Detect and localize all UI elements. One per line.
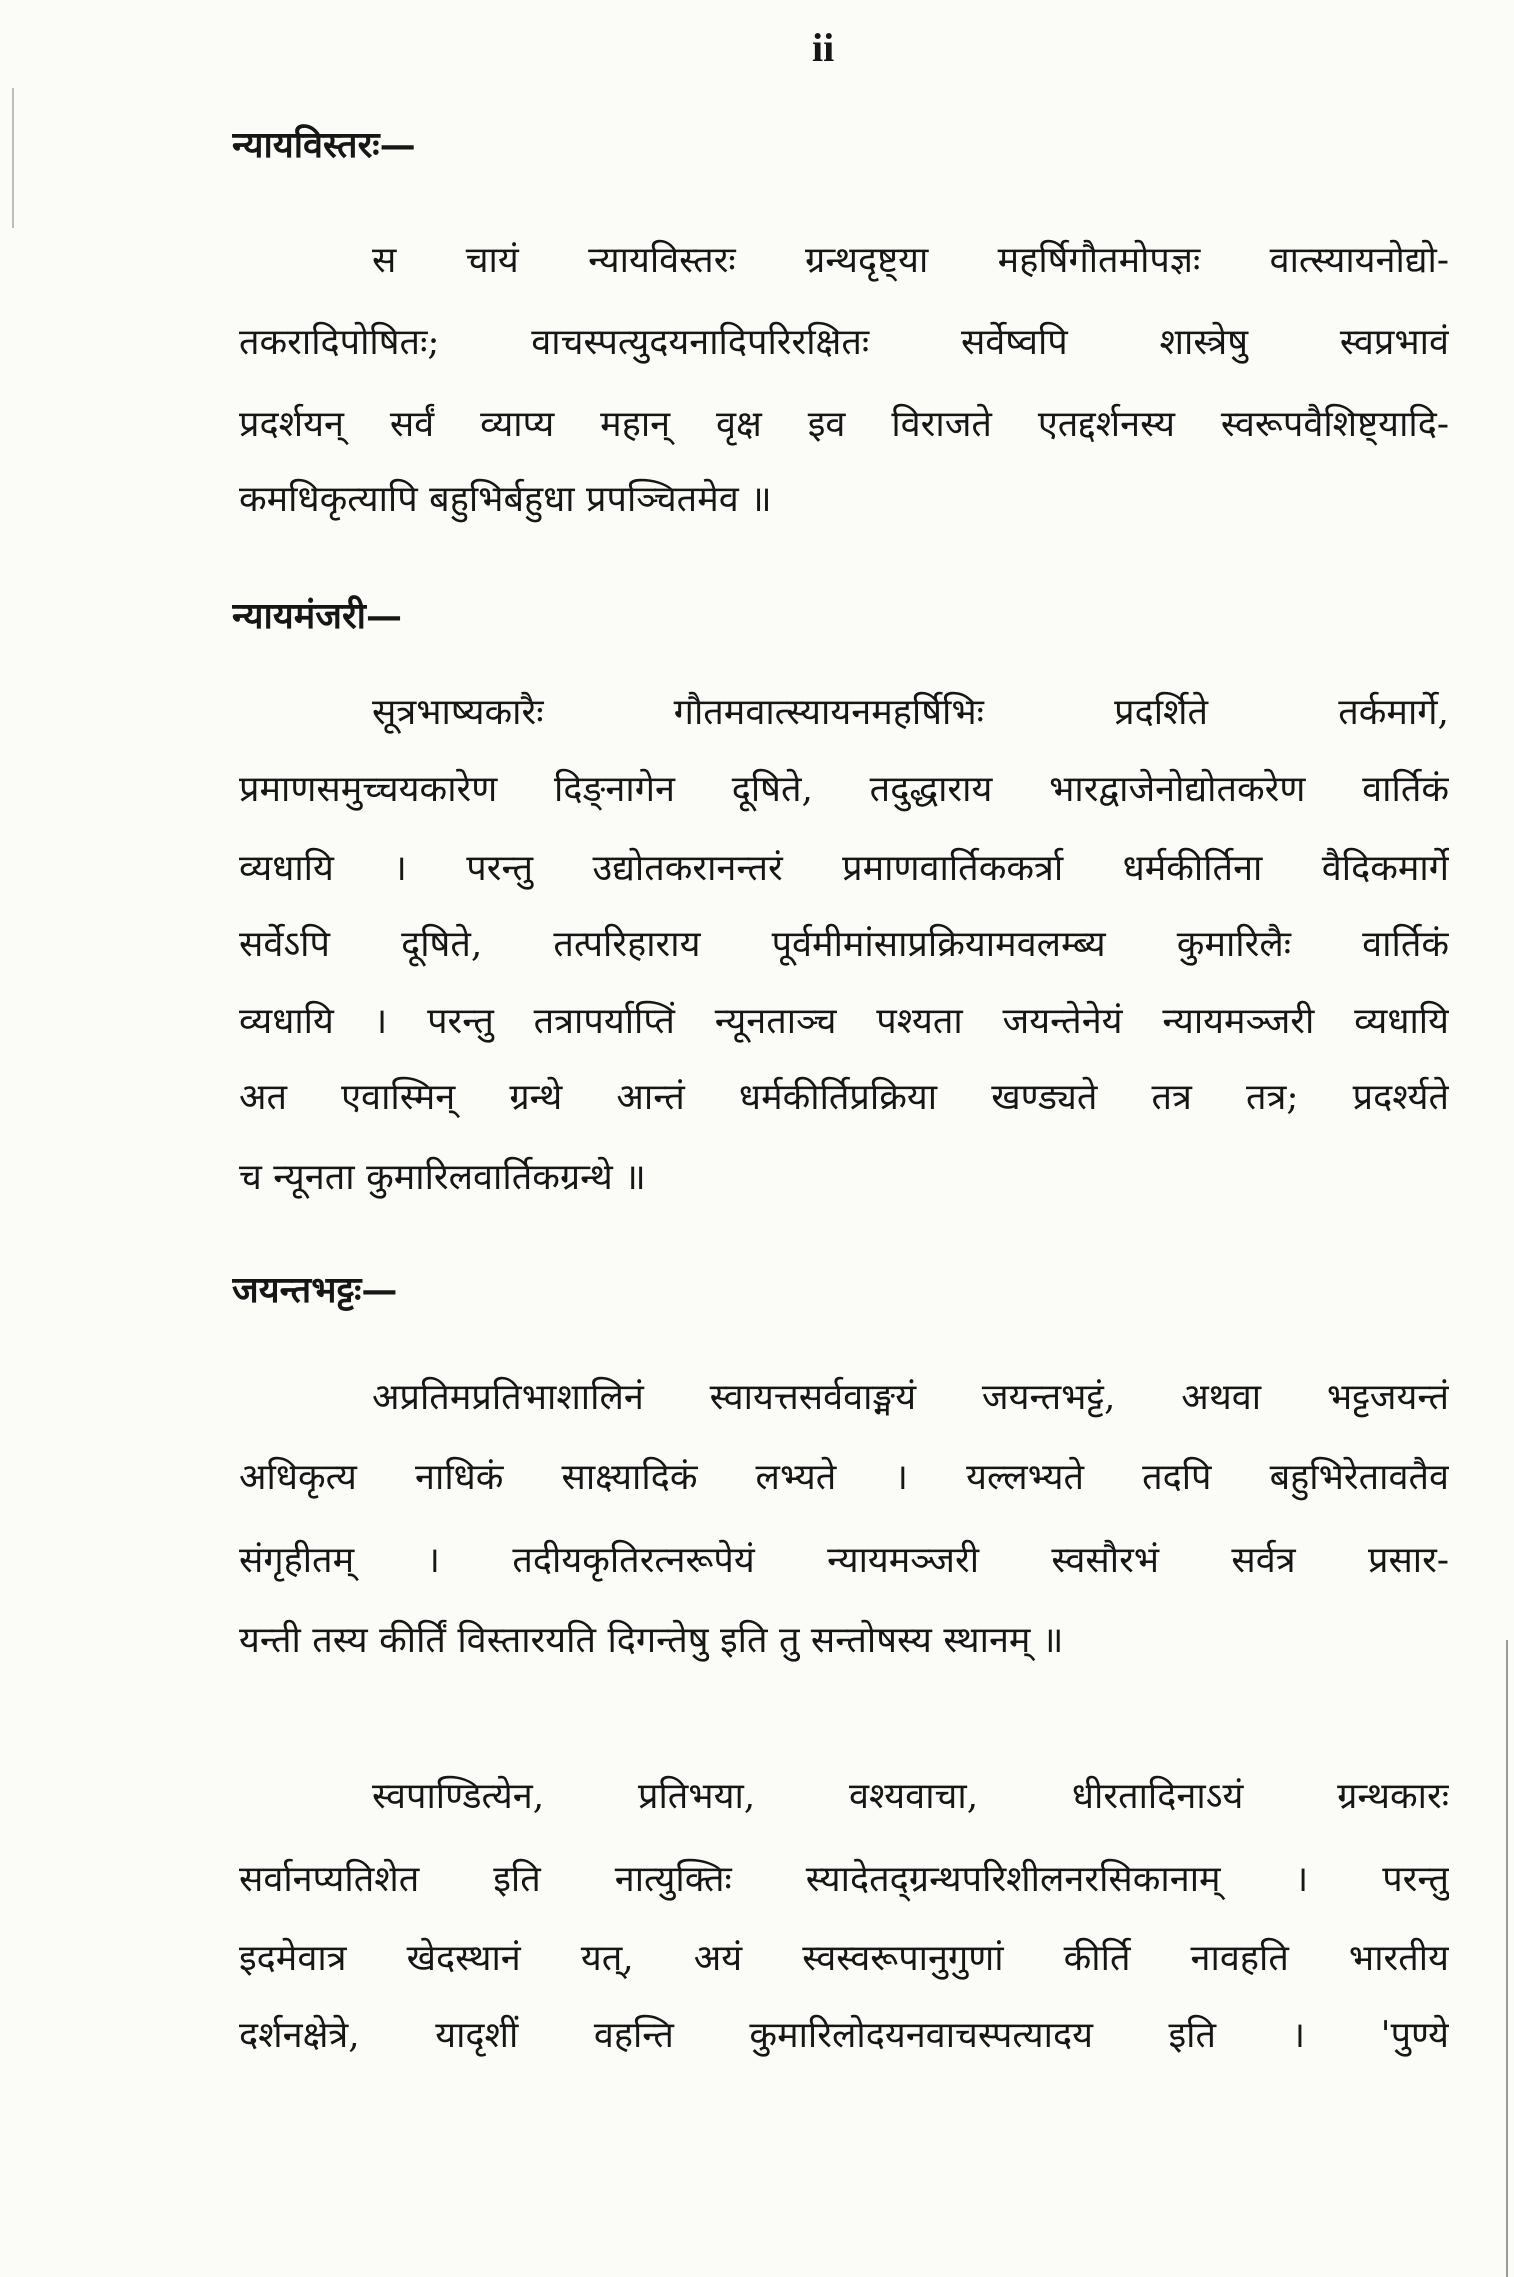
scan-edge-line-right xyxy=(1506,1640,1508,2277)
page-number: ii xyxy=(812,25,835,70)
text-line: व्यधायि । परन्तु उद्योतकरानन्तरं प्रमाणवार्तिककर्त्रा धर्मकीर्तिना वैदिकमार्गे xyxy=(239,848,1449,889)
scan-edge-line-left xyxy=(12,88,14,228)
text-line: प्रमाणसमुच्चयकारेण दिङ्नागेन दूषिते, तदुद्धाराय भारद्वाजेनोद्योतकरेण वार्तिकं xyxy=(239,769,1449,810)
section-heading: न्यायविस्तरः— xyxy=(232,124,416,166)
text-line: सूत्रभाष्यकारैः गौतमवात्स्यायनमहर्षिभिः प्रदर्शिते तर्कमार्गे, xyxy=(372,692,1449,733)
text-line: स चायं न्यायविस्तरः ग्रन्थदृष्ट्या महर्षिगौतमोपज्ञः वात्स्यायनोद्यो- xyxy=(372,240,1449,281)
text-line: सर्वेऽपि दूषिते, तत्परिहाराय पूर्वमीमांसाप्रक्रियामवलम्ब्य कुमारिलैः वार्तिकं xyxy=(239,924,1449,965)
text-line: तकरादिपोषितः; वाचस्पत्युदयनादिपरिरक्षितः सर्वेष्वपि शास्त्रेषु स्वप्रभावं xyxy=(239,322,1449,363)
text-line: च न्यूनता कुमारिलवार्तिकग्रन्थे ॥ xyxy=(239,1157,646,1198)
text-line: अधिकृत्य नाधिकं साक्ष्यादिकं लभ्यते । यल्लभ्यते तदपि बहुभिरेतावतैव xyxy=(239,1457,1449,1498)
text-line: दर्शनक्षेत्रे, यादृशीं वहन्ति कुमारिलोदयनवाचस्पत्यादय इति । 'पुण्ये xyxy=(239,2015,1449,2056)
text-line: व्यधायि । परन्तु तत्रापर्याप्तिं न्यूनताञ्च पश्यता जयन्तेनेयं न्यायमञ्जरी व्यधायि xyxy=(239,1001,1449,1042)
text-line: संगृहीतम् । तदीयकृतिरत्नरूपेयं न्यायमञ्जरी स्वसौरभं सर्वत्र प्रसार- xyxy=(239,1540,1449,1581)
text-line: स्वपाण्डित्येन, प्रतिभया, वश्यवाचा, धीरतादिनाऽयं ग्रन्थकारः xyxy=(372,1776,1449,1817)
section-heading: जयन्तभट्टः— xyxy=(232,1269,398,1311)
text-line: अत एवास्मिन् ग्रन्थे आन्तं धर्मकीर्तिप्रक्रिया खण्ड्यते तत्र तत्र; प्रदर्श्यते xyxy=(239,1077,1449,1118)
text-line: सर्वानप्यतिशेत इति नात्युक्तिः स्यादेतद्ग्रन्थपरिशीलनरसिकानाम् । परन्तु xyxy=(239,1859,1449,1900)
text-line: कमधिकृत्यापि बहुभिर्बहुधा प्रपञ्चितमेव ॥ xyxy=(239,479,772,520)
text-line: अप्रतिमप्रतिभाशालिनं स्वायत्तसर्ववाङ्मयं जयन्तभट्टं, अथवा भट्टजयन्तं xyxy=(372,1377,1449,1418)
text-line: यन्ती तस्य कीर्तिं विस्तारयति दिगन्तेषु इति तु सन्तोषस्य स्थानम् ॥ xyxy=(239,1620,1064,1661)
section-heading: न्यायमंजरी— xyxy=(232,595,402,637)
text-line: प्रदर्शयन् सर्वं व्याप्य महान् वृक्ष इव विराजते एतद्दर्शनस्य स्वरूपवैशिष्ट्यादि- xyxy=(239,404,1449,445)
text-line: इदमेवात्र खेदस्थानं यत्, अयं स्वस्वरूपानुगुणां कीर्ति नावहति भारतीय xyxy=(239,1938,1449,1979)
